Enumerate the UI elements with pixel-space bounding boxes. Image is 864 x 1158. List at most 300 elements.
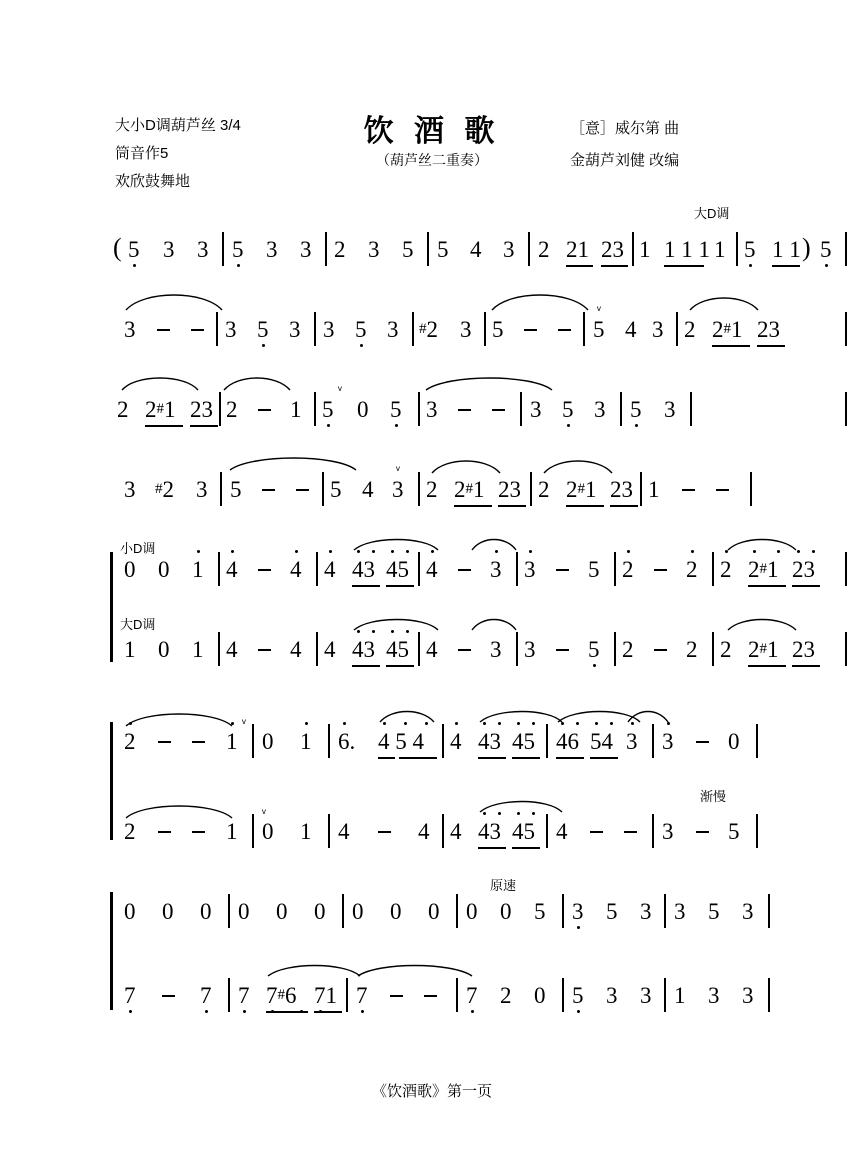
octave-dot-high — [517, 812, 520, 815]
hold-dash — [296, 489, 309, 491]
octave-dot-high — [777, 550, 780, 553]
barline — [516, 632, 518, 666]
barline — [768, 978, 770, 1012]
barline — [652, 814, 654, 848]
hold-dash — [157, 329, 170, 331]
octave-dot-low — [567, 424, 570, 427]
beam-underline — [314, 1011, 342, 1013]
barline — [328, 724, 330, 758]
note: 5 — [232, 237, 244, 262]
beam-underline — [352, 665, 380, 667]
slur — [424, 372, 554, 392]
note: 1 — [226, 819, 238, 844]
open-paren: ( — [113, 233, 122, 262]
slur — [124, 708, 234, 728]
slur — [470, 534, 518, 552]
note: 2 — [720, 637, 732, 662]
note: 0 — [262, 819, 274, 844]
note-dotted: 6. — [338, 729, 356, 754]
note: 5 — [744, 237, 756, 262]
octave-dot-high — [372, 630, 375, 633]
barline — [664, 978, 666, 1012]
instrument-meter-label: 大小D调葫芦丝 3/4 — [115, 117, 241, 134]
octave-dot-high — [483, 722, 486, 725]
beam-underline — [454, 505, 492, 507]
barline — [328, 814, 330, 848]
page-title: 饮 酒 歌 — [363, 115, 501, 148]
note: 5 — [128, 237, 140, 262]
beam-underline — [266, 1011, 308, 1013]
system-brace — [110, 892, 113, 1010]
note: 3 — [640, 983, 652, 1008]
beam-underline — [498, 505, 526, 507]
barline — [690, 392, 692, 426]
tempo-marking-original: 原速 — [490, 878, 517, 893]
octave-dot-high — [627, 550, 630, 553]
octave-dot-high — [391, 550, 394, 553]
beam-underline — [386, 585, 414, 587]
hold-dash — [458, 569, 471, 571]
close-paren: ) — [802, 233, 811, 262]
barline — [614, 632, 616, 666]
hold-dash — [492, 409, 505, 411]
octave-dot-low — [635, 424, 638, 427]
slur — [430, 455, 502, 475]
octave-dot-high — [495, 550, 498, 553]
octave-dot-high — [231, 550, 234, 553]
note: 5 — [588, 637, 600, 662]
note: 3 — [225, 317, 237, 342]
octave-dot-high — [357, 550, 360, 553]
hold-dash — [258, 569, 271, 571]
beam-underline — [772, 265, 800, 267]
barline — [442, 814, 444, 848]
octave-dot-high — [517, 722, 520, 725]
slur — [490, 290, 590, 312]
note-group: 43 — [352, 557, 375, 582]
note: 3 — [289, 317, 301, 342]
note: 3 — [524, 557, 536, 582]
hold-dash — [556, 569, 569, 571]
note: 1 — [300, 819, 312, 844]
octave-dot-high — [357, 630, 360, 633]
note: 0 — [162, 899, 174, 924]
note: 1 — [290, 397, 302, 422]
barline — [456, 978, 458, 1012]
hold-dash — [654, 649, 667, 651]
barline — [845, 312, 847, 346]
note: 0 — [352, 899, 364, 924]
octave-dot-low — [395, 424, 398, 427]
note: 1 — [648, 477, 660, 502]
octave-dot-low — [262, 344, 265, 347]
breath-mark: ᵛ — [262, 806, 266, 820]
octave-dot-low — [327, 424, 330, 427]
note-group: 2#1 — [748, 557, 779, 582]
barline — [614, 552, 616, 586]
hold-dash — [696, 831, 709, 833]
barline — [750, 472, 752, 506]
barline — [316, 632, 318, 666]
note-group: 43 — [352, 637, 375, 662]
note: 3 — [640, 899, 652, 924]
barline — [216, 312, 218, 346]
barline — [252, 724, 254, 758]
note: 5 — [330, 477, 342, 502]
octave-dot-low — [577, 1010, 580, 1013]
octave-dot-high — [343, 722, 346, 725]
slur — [688, 292, 760, 312]
beam-underline — [399, 757, 437, 759]
note-group: 2#1 — [454, 477, 485, 502]
barline — [845, 632, 847, 666]
note: 5 — [355, 317, 367, 342]
octave-dot-low — [243, 1010, 246, 1013]
barline — [640, 472, 642, 506]
note: 5 — [630, 397, 642, 422]
slur — [352, 614, 440, 632]
fingering-label: 筒音作5 — [115, 145, 169, 162]
barline — [845, 232, 847, 266]
octave-dot-high — [631, 722, 634, 725]
note: 4 — [226, 637, 238, 662]
beam-underline — [145, 425, 183, 427]
note: 3 — [606, 983, 618, 1008]
note: 2 — [538, 237, 550, 262]
note: 2 — [226, 397, 238, 422]
barline — [756, 724, 758, 758]
tempo-marking-slow-down: 渐慢 — [700, 789, 727, 804]
octave-dot-high — [129, 722, 132, 725]
beam-underline — [664, 265, 704, 267]
note: 4 — [362, 477, 374, 502]
note-group: 23 — [498, 477, 521, 502]
note-group: 45 — [512, 819, 535, 844]
barline — [342, 894, 344, 928]
note: 3 — [323, 317, 335, 342]
barline — [346, 978, 348, 1012]
note: 5 — [606, 899, 618, 924]
system-brace — [110, 722, 113, 840]
note: 4 — [324, 557, 336, 582]
octave-dot-low — [825, 264, 828, 267]
note-group: 2#1 — [566, 477, 597, 502]
octave-dot-high — [498, 722, 501, 725]
beam-underline — [748, 665, 786, 667]
note: 3 — [503, 237, 515, 262]
note: 4 — [450, 729, 462, 754]
note: 4 — [556, 819, 568, 844]
octave-dot-high — [305, 722, 308, 725]
octave-dot-high — [391, 630, 394, 633]
barline — [756, 814, 758, 848]
barline — [412, 312, 414, 346]
note: 2 — [686, 637, 698, 662]
note: 5 — [437, 237, 449, 262]
note: 0 — [158, 637, 170, 662]
expression-label: 欢欣鼓舞地 — [115, 173, 191, 190]
octave-dot-high — [529, 550, 532, 553]
slur — [556, 706, 642, 724]
note: 4 — [290, 637, 302, 662]
note: 2 — [686, 557, 698, 582]
barline — [218, 552, 220, 586]
beam-underline — [556, 757, 584, 759]
beam-underline — [610, 505, 638, 507]
octave-dot-low — [577, 926, 580, 929]
note-group: 7#6 — [266, 983, 297, 1008]
note: 3 — [708, 983, 720, 1008]
note: 0 — [262, 729, 274, 754]
barline — [845, 392, 847, 426]
slur — [266, 960, 362, 978]
note: 3 — [490, 637, 502, 662]
note: 1 — [300, 729, 312, 754]
hold-dash — [716, 489, 729, 491]
note: 2 — [334, 237, 346, 262]
octave-dot-high — [532, 812, 535, 815]
hold-dash — [162, 995, 175, 997]
beam-underline — [601, 265, 628, 267]
note: 2 — [720, 557, 732, 582]
barline — [652, 724, 654, 758]
hold-dash — [682, 489, 695, 491]
hold-dash — [158, 741, 171, 743]
note: 0 — [314, 899, 326, 924]
note: 3 — [662, 819, 674, 844]
octave-dot-high — [532, 722, 535, 725]
barline — [712, 632, 714, 666]
note: 5 — [708, 899, 720, 924]
octave-dot-high — [406, 550, 409, 553]
note-group: 2#1 — [712, 317, 743, 342]
note: 0 — [390, 899, 402, 924]
beam-underline — [566, 265, 593, 267]
beam-underline — [378, 757, 395, 759]
note: 0 — [428, 899, 440, 924]
slur — [222, 372, 292, 392]
note: 3 — [530, 397, 542, 422]
octave-dot-high — [383, 722, 386, 725]
note: 2 — [622, 557, 634, 582]
barline — [325, 232, 327, 266]
note: 4 — [324, 637, 336, 662]
note: 5 — [390, 397, 402, 422]
hold-dash — [524, 329, 537, 331]
barline — [219, 392, 221, 426]
note-group: 23 — [601, 237, 624, 262]
beam-underline — [478, 757, 506, 759]
note: 2 — [124, 819, 136, 844]
barline — [676, 312, 678, 346]
barline — [228, 978, 230, 1012]
note-group: 45 — [386, 637, 409, 662]
hold-dash — [258, 409, 271, 411]
slur — [726, 534, 798, 552]
note: 3 — [266, 237, 278, 262]
note-group: 1 1 1 — [664, 237, 710, 262]
note: 3 — [368, 237, 380, 262]
octave-dot-low — [129, 1010, 132, 1013]
octave-dot-low — [133, 264, 136, 267]
hold-dash — [258, 649, 271, 651]
octave-dot-high — [812, 550, 815, 553]
beam-underline — [590, 757, 618, 759]
barline — [418, 552, 420, 586]
octave-dot-low — [360, 344, 363, 347]
hold-dash — [262, 489, 275, 491]
barline — [546, 724, 548, 758]
octave-dot-high — [406, 630, 409, 633]
note: 3 — [594, 397, 606, 422]
slur — [120, 372, 200, 392]
note-group: 43 — [478, 729, 501, 754]
slur — [356, 960, 474, 978]
octave-dot-high — [425, 722, 428, 725]
note: 4 — [625, 317, 637, 342]
note: 5 — [820, 237, 832, 262]
note: 0 — [124, 557, 136, 582]
barline — [418, 632, 420, 666]
note: 5 — [230, 477, 242, 502]
octave-dot-high — [197, 550, 200, 553]
barline — [322, 472, 324, 506]
hold-dash — [424, 995, 437, 997]
note: 1 — [674, 983, 686, 1008]
barline — [418, 392, 420, 426]
note: 0 — [124, 899, 136, 924]
note: 3 — [662, 729, 674, 754]
note: 2 — [117, 397, 129, 422]
beam-underline — [512, 757, 540, 759]
note: 5 — [322, 397, 334, 422]
note: 0 — [238, 899, 250, 924]
note: 0 — [728, 729, 740, 754]
note: 3 — [124, 317, 136, 342]
note: 1 — [124, 637, 136, 662]
barline — [528, 232, 530, 266]
note-group: 2#1 — [748, 637, 779, 662]
note: 3 — [196, 477, 208, 502]
note: 1 — [192, 557, 204, 582]
note: 2 — [622, 637, 634, 662]
note: 0 — [466, 899, 478, 924]
hold-dash — [390, 995, 403, 997]
beam-underline — [512, 847, 540, 849]
breath-mark: ᵛ — [242, 716, 246, 730]
beam-underline — [478, 847, 506, 849]
breath-mark: ᵛ — [597, 303, 601, 317]
octave-dot-high — [753, 550, 756, 553]
note: 5 — [534, 899, 546, 924]
barline — [546, 814, 548, 848]
note-group: 71 — [314, 983, 337, 1008]
octave-dot-high — [595, 722, 598, 725]
octave-dot-low — [593, 664, 596, 667]
note: 3 — [742, 983, 754, 1008]
note-group: 45 — [386, 557, 409, 582]
octave-dot-high — [372, 550, 375, 553]
slur — [470, 614, 518, 632]
note: 2 — [124, 729, 136, 754]
octave-dot-high — [455, 722, 458, 725]
breath-mark: ᵛ — [338, 383, 342, 397]
note: 3 — [387, 317, 399, 342]
octave-dot-high — [725, 550, 728, 553]
composer-credit: ［意］威尔第 曲 — [570, 120, 680, 137]
octave-dot-high — [797, 550, 800, 553]
note-group: 43 — [478, 819, 501, 844]
beam-underline — [712, 345, 750, 347]
note: 5 — [728, 819, 740, 844]
note: 5 — [402, 237, 414, 262]
barline — [218, 632, 220, 666]
slur — [352, 534, 440, 552]
slur — [124, 800, 234, 820]
slur — [478, 706, 564, 724]
octave-dot-high — [404, 722, 407, 725]
barline — [314, 312, 316, 346]
octave-dot-high — [329, 550, 332, 553]
note: 3 — [460, 317, 472, 342]
barline — [442, 724, 444, 758]
note-group: 45 — [512, 729, 535, 754]
key-label-big-d-2: 大D调 — [120, 617, 156, 632]
barline — [768, 894, 770, 928]
note: 3 — [674, 899, 686, 924]
note: 7 — [124, 983, 136, 1008]
barline — [530, 472, 532, 506]
page-footer: 《饮酒歌》第一页 — [371, 1083, 492, 1100]
barline — [562, 978, 564, 1012]
barline — [220, 472, 222, 506]
page-subtitle: （葫芦丝二重奏） — [376, 152, 488, 168]
note: 3 — [652, 317, 664, 342]
note: 7 — [356, 983, 368, 1008]
note: 7 — [466, 983, 478, 1008]
slur — [478, 796, 564, 814]
note: 1 — [192, 637, 204, 662]
octave-dot-high — [561, 722, 564, 725]
octave-dot-high — [498, 812, 501, 815]
hold-dash — [192, 831, 205, 833]
note: 0 — [357, 397, 369, 422]
hold-dash — [191, 329, 204, 331]
note: 4 — [426, 637, 438, 662]
octave-dot-low — [361, 1010, 364, 1013]
beam-underline — [792, 665, 820, 667]
note: 2 — [538, 477, 550, 502]
octave-dot-high — [691, 550, 694, 553]
arranger-credit: 金葫芦刘健 改编 — [570, 152, 680, 169]
note-group: 2#1 — [145, 397, 176, 422]
note: 4 — [338, 819, 350, 844]
barline — [632, 232, 634, 266]
note: 5 — [562, 397, 574, 422]
hold-dash — [158, 831, 171, 833]
barline — [562, 894, 564, 928]
octave-dot-high — [431, 550, 434, 553]
system-brace — [110, 552, 113, 662]
note: 3 — [392, 477, 404, 502]
barline — [418, 472, 420, 506]
note: 3 — [664, 397, 676, 422]
barline — [252, 814, 254, 848]
beam-underline — [386, 665, 414, 667]
note: 5 — [257, 317, 269, 342]
beam-underline — [352, 585, 380, 587]
note: 4 — [426, 557, 438, 582]
